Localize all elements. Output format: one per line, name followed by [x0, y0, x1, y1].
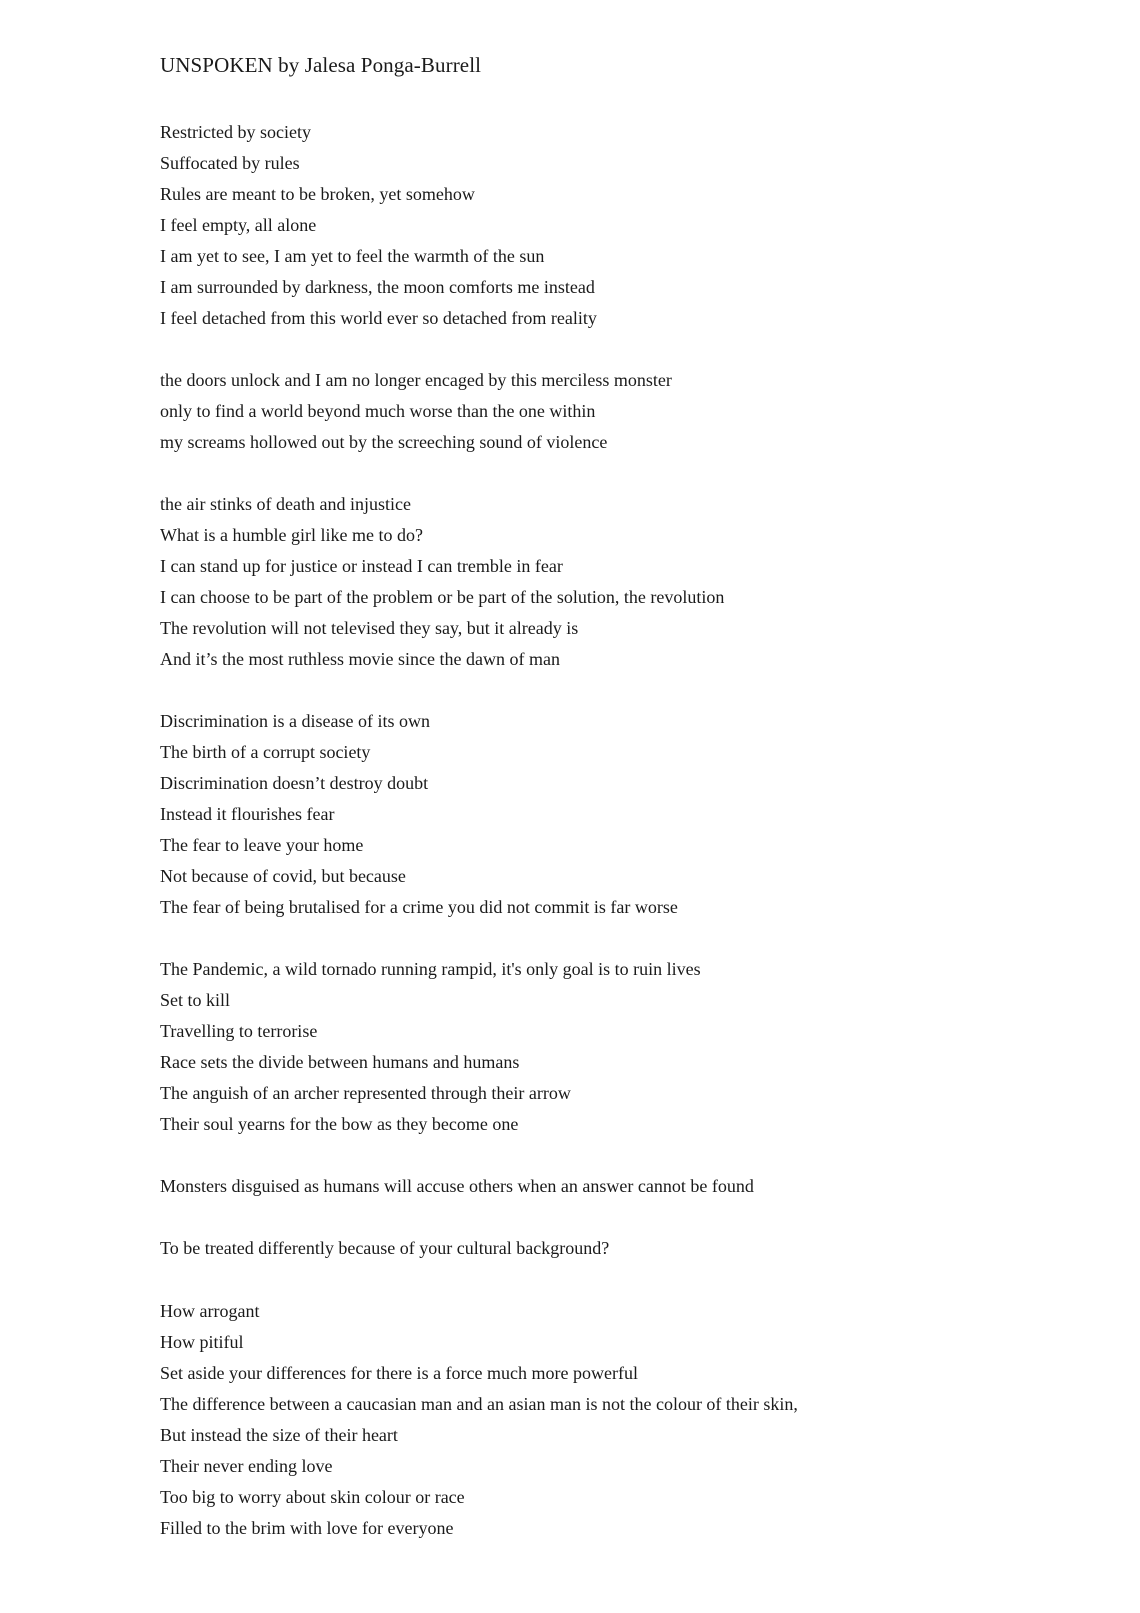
poem-line: Travelling to terrorise	[160, 1021, 318, 1041]
poem-line: I am yet to see, I am yet to feel the warmth of the sun	[160, 246, 545, 266]
poem-line: Too big to worry about skin colour or race	[160, 1487, 465, 1507]
poem-line: Their soul yearns for the bow as they become one	[160, 1114, 519, 1134]
poem-line: Suffocated by rules	[160, 153, 300, 173]
poem-line: To be treated differently because of your cultural background?	[160, 1238, 610, 1258]
poem-line: The fear of being brutalised for a crime you did not commit is far worse	[160, 897, 678, 917]
poem-line: Set aside your differences for there is a force much more powerful	[160, 1363, 638, 1383]
poem-line: I feel empty, all alone	[160, 215, 317, 235]
poem-line: Filled to the brim with love for everyone	[160, 1518, 454, 1538]
poem-line: And it’s the most ruthless movie since the dawn of man	[160, 649, 560, 669]
poem-line: I can stand up for justice or instead I can tremble in fear	[160, 556, 563, 576]
poem-line: The revolution will not televised they say, but it already is	[160, 618, 579, 638]
poem-line: I am surrounded by darkness, the moon comforts me instead	[160, 277, 595, 297]
poem-line: Instead it flourishes fear	[160, 804, 335, 824]
poem-line: Not because of covid, but because	[160, 866, 406, 886]
poem-line: I can choose to be part of the problem or be part of the solution, the revolution	[160, 587, 725, 607]
poem-line: But instead the size of their heart	[160, 1425, 398, 1445]
poem-line: Race sets the divide between humans and humans	[160, 1052, 520, 1072]
poem-line: the air stinks of death and injustice	[160, 494, 411, 514]
poem-line: Discrimination doesn’t destroy doubt	[160, 773, 429, 793]
poem-line: Discrimination is a disease of its own	[160, 711, 430, 731]
poem-line: How arrogant	[160, 1301, 260, 1321]
poem-line: The fear to leave your home	[160, 835, 364, 855]
poem-line: Set to kill	[160, 990, 231, 1010]
poem-line: only to find a world beyond much worse than the one within	[160, 401, 596, 421]
poem-line: Their never ending love	[160, 1456, 333, 1476]
poem-line: Monsters disguised as humans will accuse others when an answer cannot be found	[160, 1176, 754, 1196]
poem-line: The anguish of an archer represented through their arrow	[160, 1083, 571, 1103]
poem-line: How pitiful	[160, 1332, 244, 1352]
poem-line: the doors unlock and I am no longer encaged by this merciless monster	[160, 370, 672, 390]
poem-line: I feel detached from this world ever so detached from reality	[160, 308, 597, 328]
poem-line: What is a humble girl like me to do?	[160, 525, 423, 545]
poem-line: The birth of a corrupt society	[160, 742, 371, 762]
poem-title: UNSPOKEN by Jalesa Ponga-Burrell	[160, 53, 482, 77]
poem-line: Rules are meant to be broken, yet somehow	[160, 184, 475, 204]
poem-line: Restricted by society	[160, 122, 311, 142]
poem-line: The Pandemic, a wild tornado running rampid, it's only goal is to ruin lives	[160, 959, 701, 979]
poem-line: my screams hollowed out by the screeching sound of violence	[160, 432, 608, 452]
poem-line: The difference between a caucasian man and an asian man is not the colour of their skin,	[160, 1394, 798, 1414]
